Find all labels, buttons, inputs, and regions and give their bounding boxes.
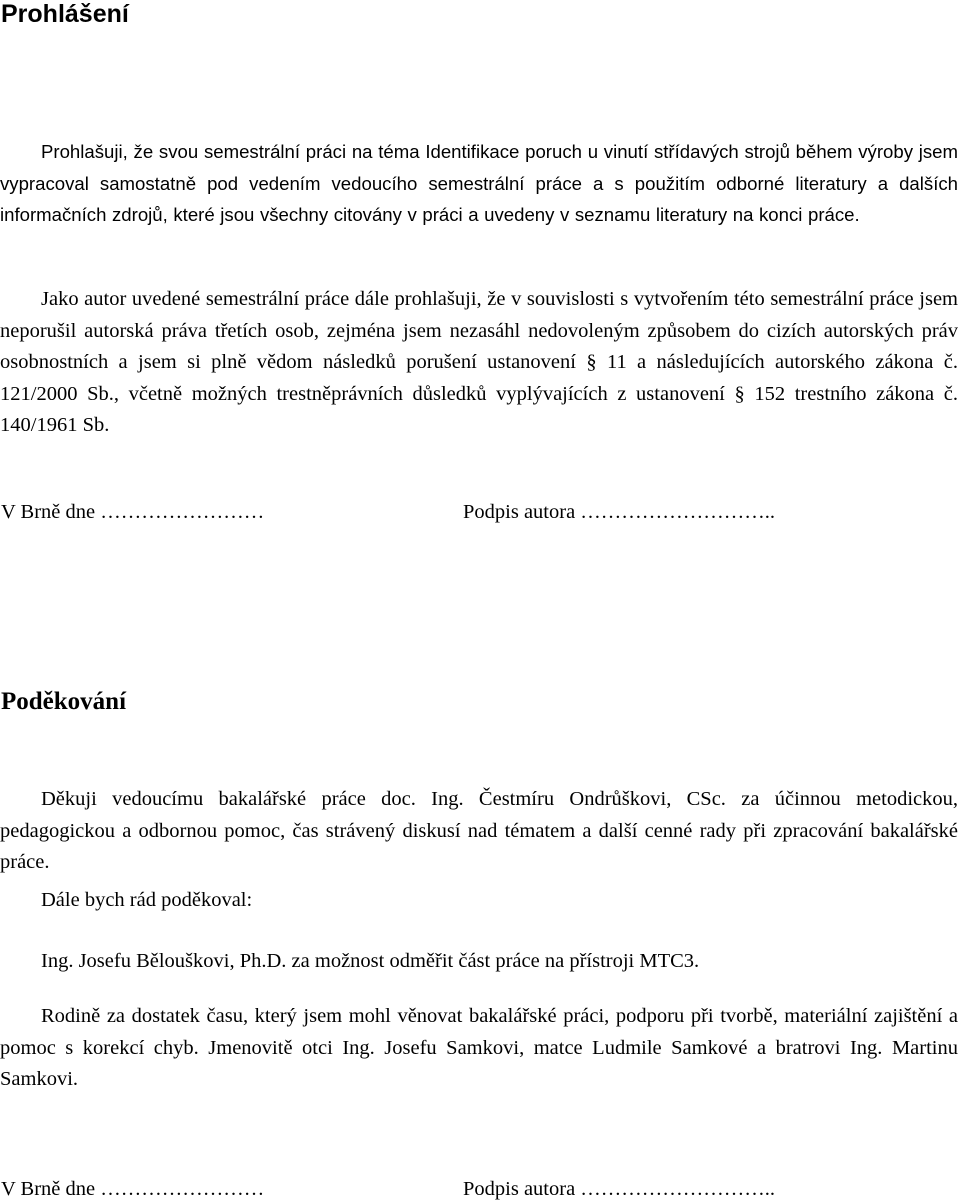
place-date-label: V Brně dne [1,501,96,523]
declaration-title: Prohlášení [1,0,129,28]
acknowledgement-paragraph-1: Děkuji vedoucímu bakalářské práce doc. Ing. Čestmíru Ondrůškovi, CSc. za účinnou metodickou, pedagogickou a odbornou pomoc, čas strávený diskusí nad tématem a další cenné rady při zpracování bakalářské práce. [0,788,958,873]
signature-dots: ……………………….. [580,1178,776,1200]
acknowledgement-place-date-line [1,1175,264,1203]
declaration-signature-line [463,498,775,526]
place-date-dots: …………………… [100,501,265,523]
signature-label: Podpis autora [463,501,576,523]
acknowledgement-paragraph-2: Dále bych rád poděkoval: [41,889,253,911]
acknowledgement-title: Poděkování [1,688,127,715]
acknowledgement-paragraph-3: Ing. Josefu Bělouškovi, Ph.D. za možnost odměřit část práce na přístroji MTC3. [41,950,700,972]
signature-dots: ……………………….. [580,501,776,523]
signature-label: Podpis autora [463,1178,576,1200]
acknowledgement-signature-line [463,1175,775,1203]
place-date-label: V Brně dne [1,1178,96,1200]
declaration-paragraph-1: Prohlašuji, že svou semestrální práci na téma Identifikace poruch u vinutí střídavých strojů během výroby jsem vypracoval samostatně pod vedením vedoucího semestrální práce a s použitím odborné literatury a dalších informačních zdrojů, které jsou všechny citovány v práci a uvedeny v seznamu literatury na konci práce. [0,141,958,225]
acknowledgement-paragraph-4: Rodině za dostatek času, který jsem mohl věnovat bakalářské práci, podporu při tvorbě, materiální zajištění a pomoc s korekcí chyb. Jmenovitě otci Ing. Josefu Samkovi, matce Ludmile Samkové a bratrovi Ing. Martinu Samkovi. [0,1005,958,1090]
declaration-paragraph-2: Jako autor uvedené semestrální práce dále prohlašuji, že v souvislosti s vytvořením této semestrální práce jsem neporušil autorská práva třetích osob, zejména jsem nezasáhl nedovoleným způsobem do cizích autorských práv osobnostních a jsem si plně vědom následků porušení ustanovení § 11 a následujících autorského zákona č. 121/2000 Sb., včetně možných trestněprávních důsledků vyplývajících z ustanovení § 152 trestního zákona č. 140/1961 Sb. [0,288,958,436]
declaration-place-date-line [1,498,264,526]
place-date-dots: …………………… [100,1178,265,1200]
